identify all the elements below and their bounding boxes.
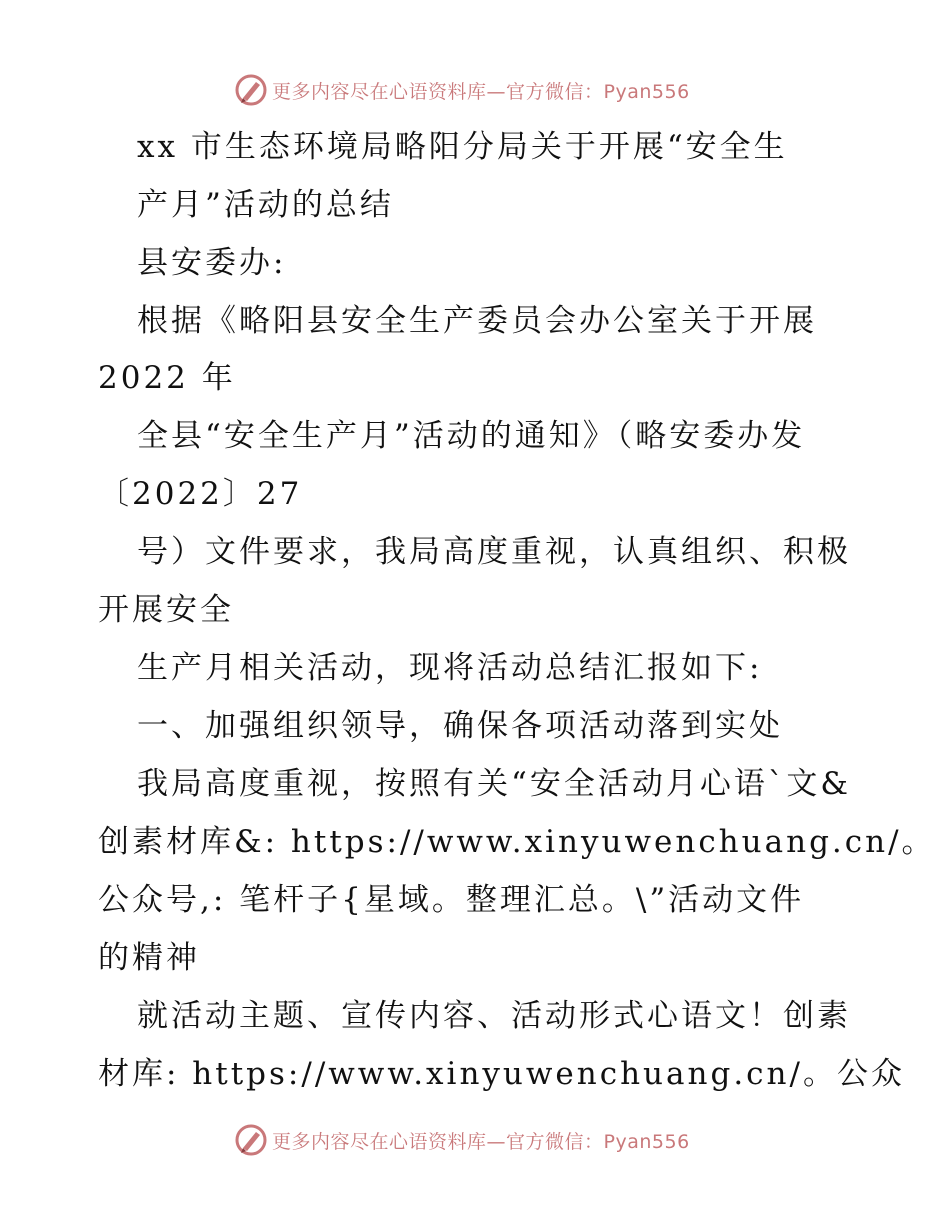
doc-paragraph-line: 就活动主题、宣传内容、活动形式心语文！创素 bbox=[137, 998, 851, 1034]
pen-circle-logo-icon bbox=[234, 1123, 268, 1157]
doc-paragraph-line: 材库: https://www.xinyuwenchuang.cn/。公众 bbox=[98, 1056, 905, 1092]
doc-paragraph-line: 2022 年 bbox=[98, 360, 236, 396]
watermark-text: 更多内容尽在心语资料库—官方微信：Pyan556 bbox=[272, 80, 690, 103]
doc-paragraph-line: 开展安全 bbox=[98, 592, 234, 628]
doc-paragraph-line: 创素材库&: https://www.xinyuwenchuang.cn/。 bbox=[98, 824, 936, 860]
pen-circle-logo-icon bbox=[234, 73, 268, 107]
doc-addressee: 县安委办: bbox=[137, 245, 287, 281]
footer-watermark bbox=[234, 1123, 690, 1157]
doc-paragraph-line: 生产月相关活动，现将活动总结汇报如下: bbox=[137, 650, 763, 686]
watermark-text: 更多内容尽在心语资料库—官方微信：Pyan556 bbox=[272, 1130, 690, 1153]
doc-title-line-1: xx 市生态环境局略阳分局关于开展“安全生 bbox=[137, 129, 788, 165]
doc-paragraph-line: 〔2022〕27 bbox=[98, 476, 303, 512]
doc-paragraph-line: 根据《略阳县安全生产委员会办公室关于开展 bbox=[137, 303, 817, 339]
doc-paragraph-line: 号）文件要求，我局高度重视，认真组织、积极 bbox=[137, 534, 851, 570]
doc-paragraph-line: 我局高度重视，按照有关“安全活动月心语`文& bbox=[137, 766, 851, 802]
doc-title-line-2: 产月”活动的总结 bbox=[137, 187, 394, 223]
doc-paragraph-line: 公众号,: 笔杆子{星域。整理汇总。\”活动文件 bbox=[98, 882, 805, 918]
doc-paragraph-line: 全县“安全生产月”活动的通知》（略安委办发 bbox=[137, 418, 806, 454]
doc-section-heading: 一、加强组织领导，确保各项活动落到实处 bbox=[137, 708, 783, 744]
doc-paragraph-line: 的精神 bbox=[98, 940, 200, 976]
header-watermark bbox=[234, 73, 690, 107]
